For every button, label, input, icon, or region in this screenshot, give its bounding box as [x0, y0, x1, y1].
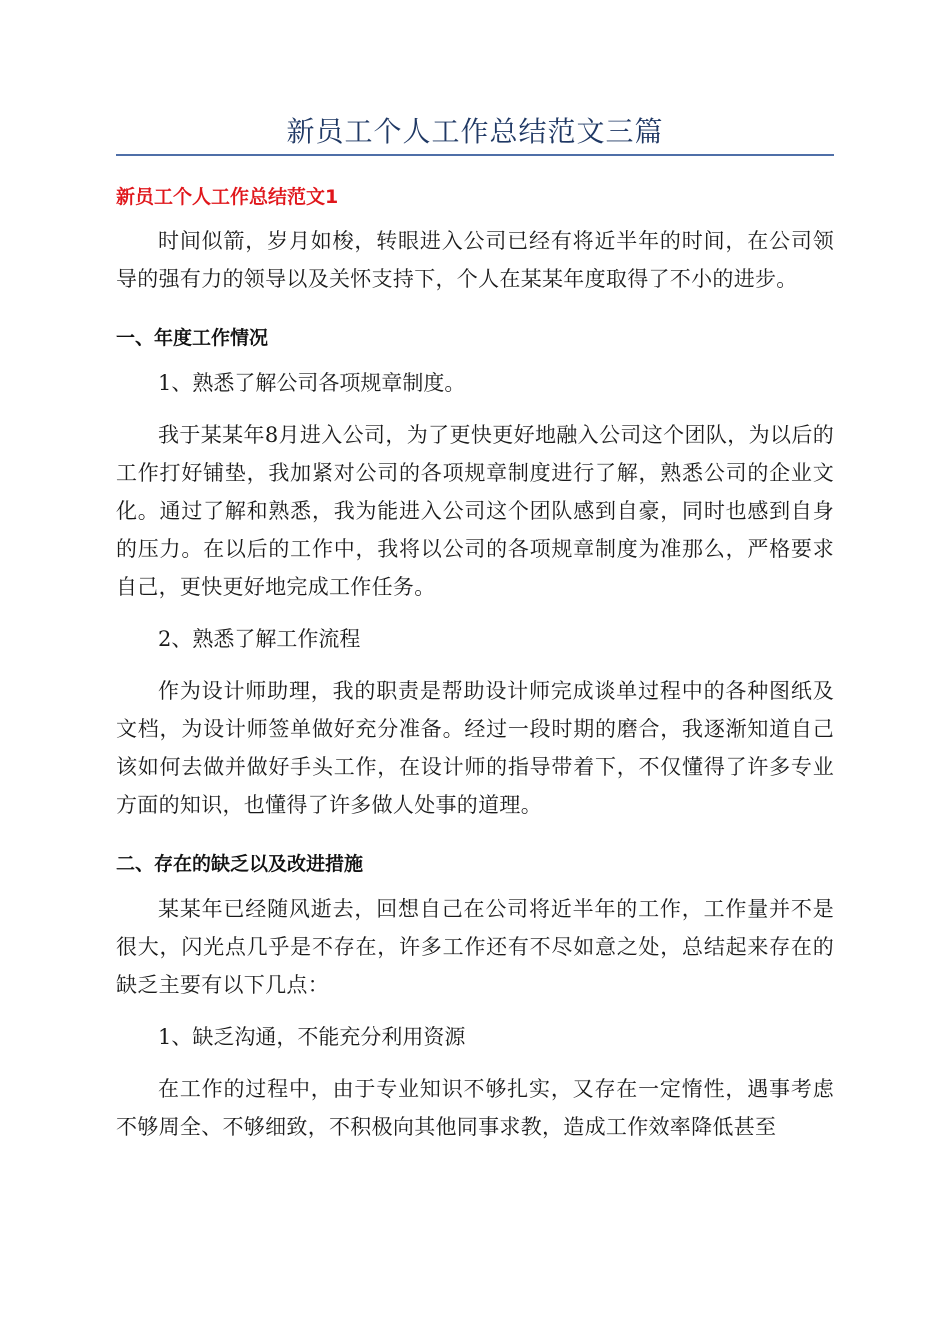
part1-item1-body: 我于某某年8月进入公司，为了更快更好地融入公司这个团队，为以后的工作打好铺垫，我加紧对公司的各项规章制度进行了解，熟悉公司的企业文化。通过了解和熟悉，我为能进入公司这个团队感到自豪，同时也感到自身的压力。在以后的工作中，我将以公司的各项规章制度为准那么，严格要求自己，更快更好地完成工作任务。	[116, 423, 834, 599]
document-title: 新员工个人工作总结范文三篇	[286, 115, 664, 148]
document-body	[116, 172, 834, 1160]
section-title: 新员工个人工作总结范文1	[116, 186, 339, 208]
part2-body: 某某年已经随风逝去，回想自己在公司将近半年的工作，工作量并不是很大，闪光点几乎是不存在，许多工作还有不尽如意之处，总结起来存在的缺乏主要有以下几点：	[116, 897, 834, 997]
part1-heading: 一、年度工作情况	[116, 327, 269, 349]
part2-item1-body: 在工作的过程中，由于专业知识不够扎实，又存在一定惰性，遇事考虑不够周全、不够细致，不积极向其他同事求教，造成工作效率降低甚至	[116, 1077, 834, 1139]
intro-paragraph: 时间似箭，岁月如梭，转眼进入公司已经有将近半年的时间，在公司领导的强有力的领导以及关怀支持下，个人在某某年度取得了不小的进步。	[116, 229, 834, 291]
title-underline	[116, 154, 834, 156]
part1-item2-body: 作为设计师助理，我的职责是帮助设计师完成谈单过程中的各种图纸及文档，为设计师签单做好充分准备。经过一段时期的磨合，我逐渐知道自己该如何去做并做好手头工作，在设计师的指导带着下，不仅懂得了许多专业方面的知识，也懂得了许多做人处事的道理。	[116, 679, 834, 817]
part1-item2-title: 2、熟悉了解工作流程	[158, 627, 361, 651]
part2-item1-title: 1、缺乏沟通，不能充分利用资源	[158, 1025, 466, 1049]
part1-item1-title: 1、熟悉了解公司各项规章制度。	[158, 371, 466, 395]
part2-heading: 二、存在的缺乏以及改进措施	[116, 853, 364, 875]
